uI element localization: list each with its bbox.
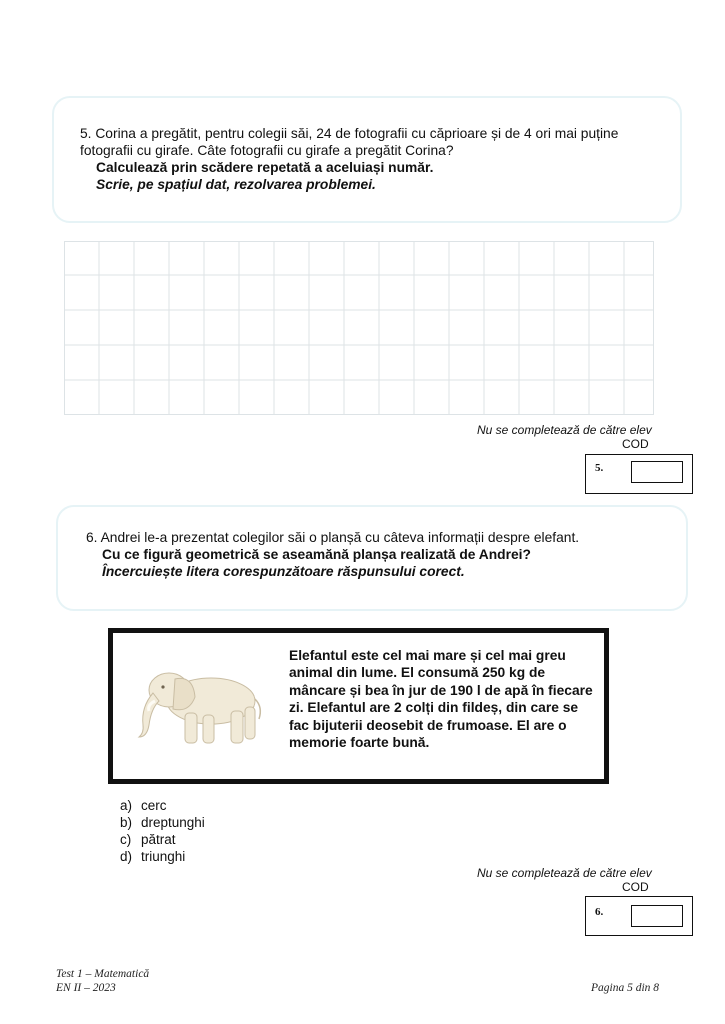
elephant-poster [108, 628, 609, 784]
question-6-statement: 6. Andrei le-a prezentat colegilor săi o planșă cu câteva informații despre elefant. [86, 530, 580, 545]
question-5-statement: 5. Corina a pregătit, pentru colegii săi, 24 de fotografii cu căprioare și de 4 ori mai puține fotografii cu girafe. Câte fotografii cu girafe a pregătit Corina? [80, 126, 619, 158]
footer-page-number: Pagina 5 din 8 [591, 982, 660, 994]
footer-exam-code: EN II – 2023 [56, 982, 116, 994]
question-5-instruction-write: Scrie, pe spațiul dat, rezolvarea problemei. [96, 177, 376, 192]
question-6-instruction-question: Cu ce figură geometrică se aseamănă planșa realizată de Andrei? [102, 547, 531, 562]
grading-box-6 [585, 896, 693, 936]
answer-grid[interactable] [64, 241, 654, 415]
elephant-illustration [127, 657, 275, 757]
option-b-text: dreptunghi [141, 815, 205, 830]
score-field-6 [631, 905, 683, 927]
option-d-text: triunghi [141, 849, 186, 864]
option-a[interactable] [120, 798, 167, 814]
grading-number-6: 6. [595, 906, 604, 918]
grading-note-6: Nu se completează de către elev [477, 866, 652, 880]
option-d-letter[interactable]: d) [120, 849, 133, 864]
question-6-instruction-circle: Încercuiește litera corespunzătoare răspunsului corect. [102, 564, 465, 579]
cod-label-6: COD [622, 880, 649, 894]
option-c-text: pătrat [141, 832, 176, 847]
option-c[interactable] [120, 832, 176, 848]
option-b[interactable] [120, 815, 205, 831]
option-b-letter[interactable]: b) [120, 815, 133, 830]
grading-box-5 [585, 454, 693, 494]
poster-text: Elefantul este cel mai mare și cel mai greu animal din lume. El consumă 250 kg de mâncare și bea în jur de 190 l de apă în fiecare zi. Elefantul are 2 colți din fildeș, din care se fac bijuterii deosebit de frumoase. El are o memorie foarte bună. [289, 648, 593, 751]
footer-test-title: Test 1 – Matematică [56, 968, 150, 980]
question-5-instruction-calc: Calculează prin scădere repetată a aceluiași număr. [96, 160, 434, 175]
option-a-text: cerc [141, 798, 167, 813]
grading-number-5: 5. [595, 462, 604, 474]
option-d[interactable] [120, 849, 185, 865]
option-a-letter[interactable]: a) [120, 798, 133, 813]
score-field-5 [631, 461, 683, 483]
cod-label-5: COD [622, 437, 649, 451]
grading-note-5: Nu se completează de către elev [477, 423, 652, 437]
option-c-letter[interactable]: c) [120, 832, 132, 847]
